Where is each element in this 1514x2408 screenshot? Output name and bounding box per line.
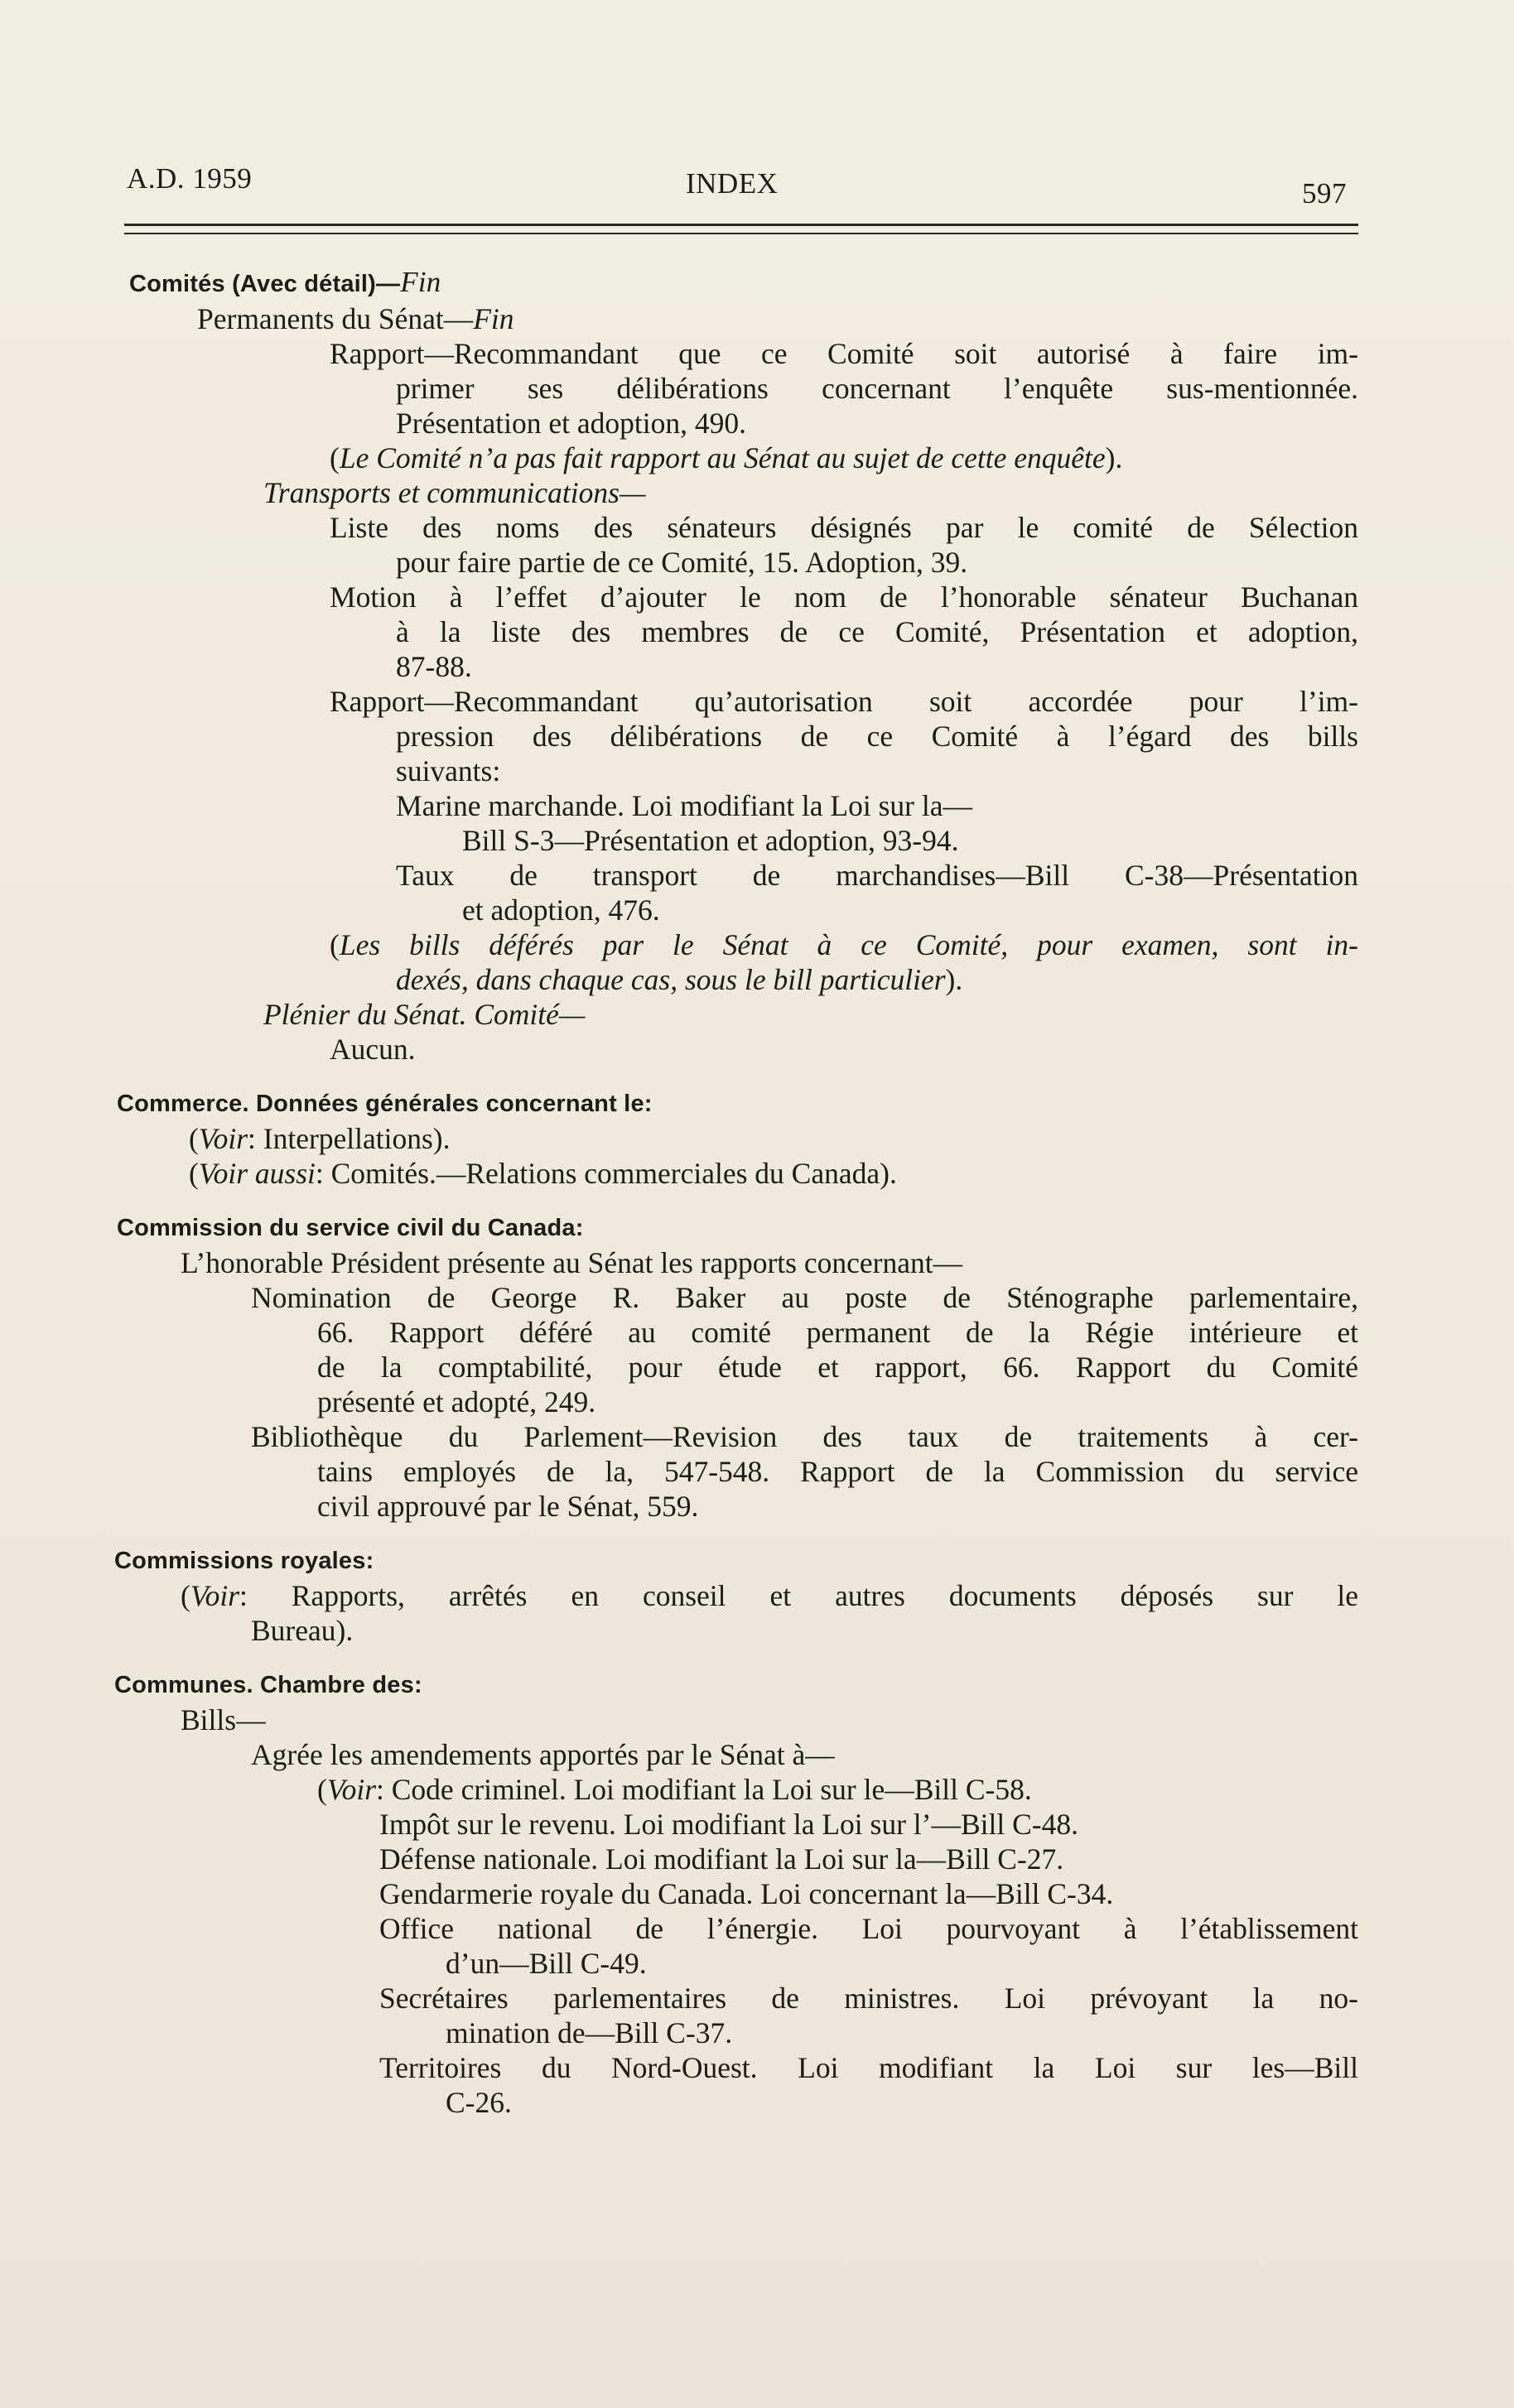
entry-text: Commerce. Données générales concernant le:: [117, 1091, 653, 1117]
entry-text: Marine marchande. Loi modifiant la Loi sur la—: [396, 789, 972, 822]
entry-text: (: [317, 1773, 327, 1806]
entry-italic-text: Plénier du Sénat. Comité—: [263, 998, 586, 1031]
index-entry-line: [181, 1702, 1358, 1737]
index-entry-line: [189, 1121, 1358, 1156]
index-heading: [117, 1086, 1358, 1121]
entry-text: tains employés de la, 547-548. Rapport de la Commission du service: [317, 1455, 1358, 1488]
index-entry-line: [396, 371, 1358, 406]
page-number: 597: [1302, 177, 1347, 209]
entry-text: (: [330, 928, 340, 961]
entry-text: 87-88.: [396, 650, 472, 683]
entry-text: primer ses délibérations concernant l’enquête sus-mentionnée.: [396, 372, 1358, 405]
entry-text: Communes. Chambre des:: [114, 1672, 422, 1698]
entry-text: Motion à l’effet d’ajouter le nom de l’honorable sénateur Buchanan: [330, 580, 1358, 614]
index-heading: [114, 1668, 1358, 1702]
entry-text: 66. Rapport déféré au comité permanent de la Régie intérieure et: [317, 1316, 1358, 1349]
index-entry-line: [446, 1946, 1358, 1981]
index-entry-line: [379, 1981, 1358, 2015]
entry-text: Agrée les amendements apportés par le Sénat à—: [251, 1738, 835, 1771]
index-entry-line: [330, 1032, 1358, 1067]
index-entry-line: [396, 788, 1358, 823]
entry-text: Commission du service civil du Canada:: [117, 1215, 584, 1241]
entry-text: Gendarmerie royale du Canada. Loi concernant la—Bill C-34.: [379, 1877, 1114, 1910]
entry-text: Bill S-3—Présentation et adoption, 93-94.: [462, 824, 959, 857]
index-entry-line: [396, 406, 1358, 441]
entry-italic-text: Fin: [473, 302, 514, 335]
entry-text: C-26.: [446, 2086, 512, 2119]
index-entry-line: [317, 1350, 1358, 1385]
entry-text: mination de—Bill C-37.: [446, 2016, 733, 2049]
entry-text: Bureau).: [251, 1614, 354, 1647]
index-entry-line: [263, 997, 1358, 1032]
entry-text: L’honorable Président présente au Sénat les rapports concernant—: [181, 1246, 963, 1279]
entry-text: Rapport—Recommandant qu’autorisation soit accordée pour l’im-: [330, 685, 1358, 718]
index-entry-line: [330, 336, 1358, 371]
index-entry-line: [251, 1613, 1358, 1648]
index-entry-line: [379, 1911, 1358, 1946]
entry-text: Commissions royales:: [114, 1548, 374, 1574]
entry-text: et adoption, 476.: [462, 893, 660, 927]
entry-text: Nomination de George R. Baker au poste de Sténographe parlementaire,: [251, 1281, 1358, 1314]
index-entry-line: [189, 1156, 1358, 1191]
index-entry-line: [396, 545, 1358, 580]
entry-text: Défense nationale. Loi modifiant la Loi sur la—Bill C-27.: [379, 1842, 1064, 1876]
entry-text: (: [189, 1157, 199, 1190]
index-entry-line: [462, 893, 1358, 927]
index-entry-line: [446, 2015, 1358, 2050]
entry-text-after: ).: [1105, 441, 1123, 474]
entry-italic-text: Voir: [326, 1773, 377, 1806]
index-entry-line: [396, 858, 1358, 893]
entry-text: de la comptabilité, pour étude et rapport, 66. Rapport du Comité: [317, 1351, 1358, 1384]
index-entry-line: [330, 510, 1358, 545]
entry-text-after: : Rapports, arrêtés en conseil et autres documents déposés sur le: [239, 1579, 1358, 1612]
index-entry-line: [462, 823, 1358, 858]
entry-text: Impôt sur le revenu. Loi modifiant la Loi sur l’—Bill C-48.: [379, 1808, 1078, 1841]
entry-text: (: [189, 1122, 199, 1155]
entry-text-after: : Comités.—Relations commerciales du Canada).: [315, 1157, 897, 1190]
index-entry-line: [330, 684, 1358, 719]
index-entry-line: [446, 2085, 1358, 2120]
entry-text: Bibliothèque du Parlement—Revision des taux de traitements à cer-: [251, 1420, 1358, 1453]
entry-text: Office national de l’énergie. Loi pourvoyant à l’établissement: [379, 1912, 1358, 1945]
index-heading: [117, 1211, 1358, 1245]
index-entry-line: [396, 614, 1358, 649]
entry-text-after: : Interpellations).: [248, 1122, 451, 1155]
header-rule-top: [124, 224, 1358, 226]
index-entry-line: [396, 962, 1358, 997]
index-entry-line: [396, 719, 1358, 754]
entry-text: Taux de transport de marchandises—Bill C-38—Présentation: [396, 859, 1358, 892]
index-entry-line: [379, 1807, 1358, 1842]
entry-text: Présentation et adoption, 490.: [396, 407, 746, 440]
index-entry-line: [251, 1280, 1358, 1315]
entry-text: Permanents du Sénat—: [197, 302, 474, 335]
index-entry-line: [330, 580, 1358, 614]
index-heading: [114, 1544, 1358, 1578]
index-entry-line: [317, 1315, 1358, 1350]
entry-text-after: ).: [945, 963, 963, 996]
index-entry-line: [317, 1772, 1358, 1807]
running-head-year: A.D. 1959: [127, 162, 253, 195]
index-entry-line: [181, 1245, 1358, 1280]
entry-text: d’un—Bill C-49.: [446, 1947, 647, 1980]
entry-text: pression des délibérations de ce Comité à l’égard des bills: [396, 720, 1358, 753]
entry-italic-text: Transports et communications—: [263, 476, 646, 509]
entry-text: présenté et adopté, 249.: [317, 1385, 596, 1418]
index-heading: [129, 265, 1358, 301]
entry-italic-text: dexés, dans chaque cas, sous le bill particulier: [396, 963, 946, 996]
index-entry-line: [379, 2050, 1358, 2085]
entry-text: Comités (Avec détail)—: [129, 271, 401, 297]
index-body: [114, 265, 1358, 2120]
index-entry-line: [379, 1876, 1358, 1911]
index-entry-line: [317, 1489, 1358, 1524]
header-rule-bottom: [124, 233, 1358, 234]
entry-text: Bills—: [181, 1703, 266, 1736]
entry-text: suivants:: [396, 754, 501, 787]
entry-text: Aucun.: [330, 1033, 416, 1066]
index-entry-line: [197, 301, 1358, 336]
entry-text-after: : Code criminel. Loi modifiant la Loi sur le—Bill C-58.: [376, 1773, 1032, 1806]
index-entry-line: [317, 1454, 1358, 1489]
entry-text: Rapport—Recommandant que ce Comité soit autorisé à faire im-: [330, 337, 1358, 370]
entry-italic-text: Les bills déférés par le Sénat à ce Comité, pour examen, sont in-: [339, 928, 1358, 961]
entry-text: Liste des noms des sénateurs désignés par le comité de Sélection: [330, 511, 1358, 544]
entry-text: civil approuvé par le Sénat, 559.: [317, 1490, 699, 1523]
entry-italic-text: Voir aussi: [198, 1157, 316, 1190]
running-head-title: INDEX: [686, 167, 779, 200]
entry-text: Territoires du Nord-Ouest. Loi modifiant la Loi sur les—Bill: [379, 2051, 1358, 2084]
index-entry-line: [379, 1842, 1358, 1876]
entry-italic-text: Voir: [198, 1122, 248, 1155]
entry-text: à la liste des membres de ce Comité, Présentation et adoption,: [396, 615, 1358, 648]
index-entry-line: [181, 1578, 1358, 1613]
entry-italic-text: Fin: [400, 266, 441, 298]
index-entry-line: [251, 1737, 1358, 1772]
index-entry-line: [263, 475, 1358, 510]
index-entry-line: [330, 441, 1358, 475]
index-entry-line: [330, 927, 1358, 962]
index-entry-line: [396, 754, 1358, 788]
entry-text: (: [330, 441, 340, 474]
index-entry-line: [317, 1385, 1358, 1419]
index-entry-line: [396, 649, 1358, 684]
entry-italic-text: Voir: [190, 1579, 240, 1612]
entry-text: pour faire partie de ce Comité, 15. Adoption, 39.: [396, 546, 968, 579]
entry-italic-text: Le Comité n’a pas fait rapport au Sénat au sujet de cette enquête: [339, 441, 1106, 474]
entry-text: (: [181, 1579, 190, 1612]
entry-text: Secrétaires parlementaires de ministres. Loi prévoyant la no-: [379, 1982, 1358, 2015]
index-entry-line: [251, 1419, 1358, 1454]
